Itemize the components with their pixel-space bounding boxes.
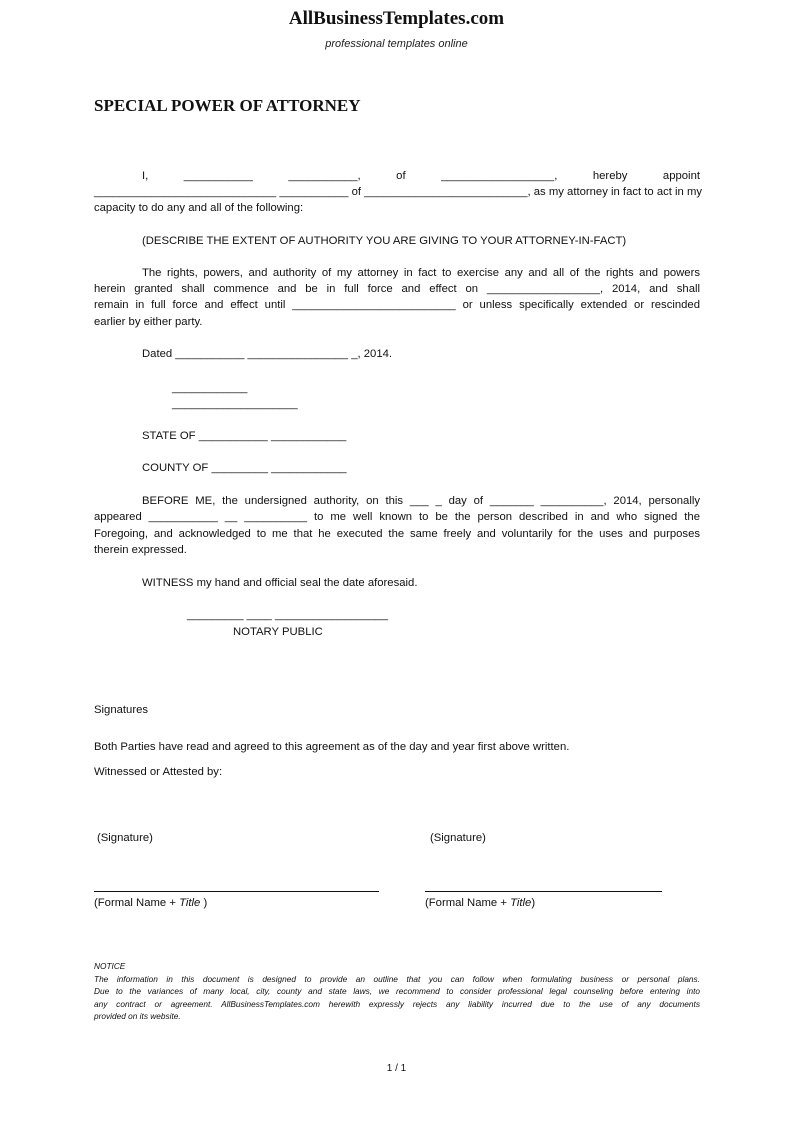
witnessed-label: Witnessed or Attested by: xyxy=(94,766,223,778)
acknowledgment-line-1: BEFORE ME, the undersigned authority, on this ___ _ day of _______ __________, 2014, personally xyxy=(142,495,700,507)
formal-name-left: (Formal Name + Title ) xyxy=(94,897,208,909)
acknowledgment-line-4: therein expressed. xyxy=(94,544,187,556)
formal-name-right: (Formal Name + Title) xyxy=(425,897,536,909)
signature-label-right: (Signature) xyxy=(430,832,486,844)
signature-label-left: (Signature) xyxy=(97,832,153,844)
notary-public-label: NOTARY PUBLIC xyxy=(233,626,323,638)
agreement-statement: Both Parties have read and agreed to this agreement as of the day and year first above written. xyxy=(94,741,570,753)
brand-tagline: professional templates online xyxy=(325,38,468,50)
brand-logo-text: AllBusinessTemplates.com xyxy=(288,8,505,29)
signature-rule-left xyxy=(94,891,379,892)
powers-line-3: remain in full force and effect until __________________________ or unless specifically extended or rescinded xyxy=(94,299,700,311)
appointment-line-1: I, ___________ ___________, of __________________, hereby appoint xyxy=(142,170,700,182)
witness-line: WITNESS my hand and official seal the date aforesaid. xyxy=(142,577,418,589)
state-line: STATE OF ___________ ____________ xyxy=(142,430,347,442)
acknowledgment-line-3: Foregoing, and acknowledged to me that he executed the same freely and voluntarily for the uses and purposes xyxy=(94,528,700,540)
signatures-heading: Signatures xyxy=(94,704,149,716)
powers-line-4: earlier by either party. xyxy=(94,316,203,328)
notice-line-2: Due to the variances of many local, city, county and state laws, we recommend to consider professional legal counseling before entering into xyxy=(94,986,700,996)
legal-notice xyxy=(94,960,700,1023)
notice-line-4: provided on its website. xyxy=(94,1011,181,1021)
appointment-line-2: _____________________________ ___________ of __________________________, as my attorney in fact to act in my xyxy=(94,186,703,198)
powers-line-1: The rights, powers, and authority of my attorney in fact to exercise any and all of the rights and powers xyxy=(142,267,700,279)
document-title: SPECIAL POWER OF ATTORNEY xyxy=(94,96,361,115)
acknowledgment-line-2: appeared ___________ __ __________ to me well known to be the person described in and who signed the xyxy=(94,511,700,523)
page-number: 1 / 1 xyxy=(386,1063,407,1074)
notice-heading: NOTICE xyxy=(94,961,126,971)
dated-line: Dated ___________ ________________ _, 2014. xyxy=(142,348,393,360)
notice-line-1: The information in this document is designed to provide an outline that you can follow when formulating business or personal plans. xyxy=(94,973,700,984)
signature-blank: ____________ ____________________ xyxy=(172,382,298,410)
signature-rule-right xyxy=(425,891,662,892)
county-line: COUNTY OF _________ ____________ xyxy=(142,462,347,474)
notary-signature-blank: _________ ____ __________________ xyxy=(187,609,389,621)
authority-description: (DESCRIBE THE EXTENT OF AUTHORITY YOU ARE GIVING TO YOUR ATTORNEY-IN-FACT) xyxy=(142,235,627,247)
notice-line-3: any contract or agreement. AllBusinessTemplates.com herewith expressly rejects any liability incurred due to the use of any documents xyxy=(94,998,700,1009)
powers-line-2: herein granted shall commence and be in full force and effect on __________________, 2014, and shall xyxy=(94,283,700,295)
appointment-line-3: capacity to do any and all of the following: xyxy=(94,202,304,214)
